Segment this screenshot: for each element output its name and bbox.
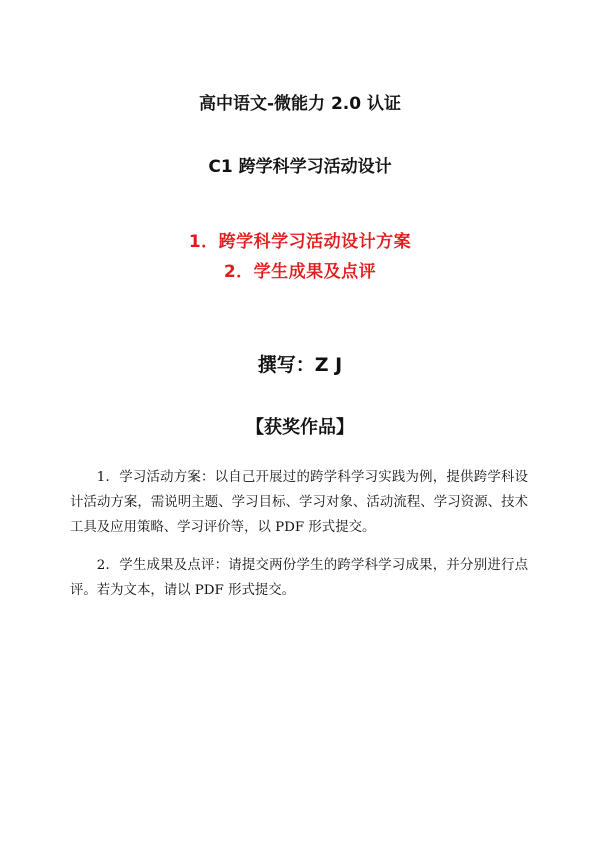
item-design-plan: 1．跨学科学习活动设计方案 xyxy=(188,232,412,252)
document-subtitle: C1 跨学科学习活动设计 xyxy=(208,157,392,177)
paragraph-activity-plan: 1．学习活动方案：以自己开展过的跨学科学习实践为例，提供跨学科设计活动方案，需说明主题、学习目标、学习对象、活动流程、学习资源、技术工具及应用策略、学习评价等，以 PDF 形式提交。 xyxy=(70,470,528,535)
document-title: 高中语文-微能力 2.0 认证 xyxy=(198,94,401,114)
item-student-results: 2．学生成果及点评 xyxy=(223,262,377,282)
author-line: 撰写：Z J xyxy=(257,354,343,376)
award-heading: 【获奖作品】 xyxy=(246,417,354,438)
paragraph-student-results: 2．学生成果及点评：请提交两份学生的跨学科学习成果，并分别进行点评。若为文本，请以 PDF 形式提交。 xyxy=(70,558,528,598)
